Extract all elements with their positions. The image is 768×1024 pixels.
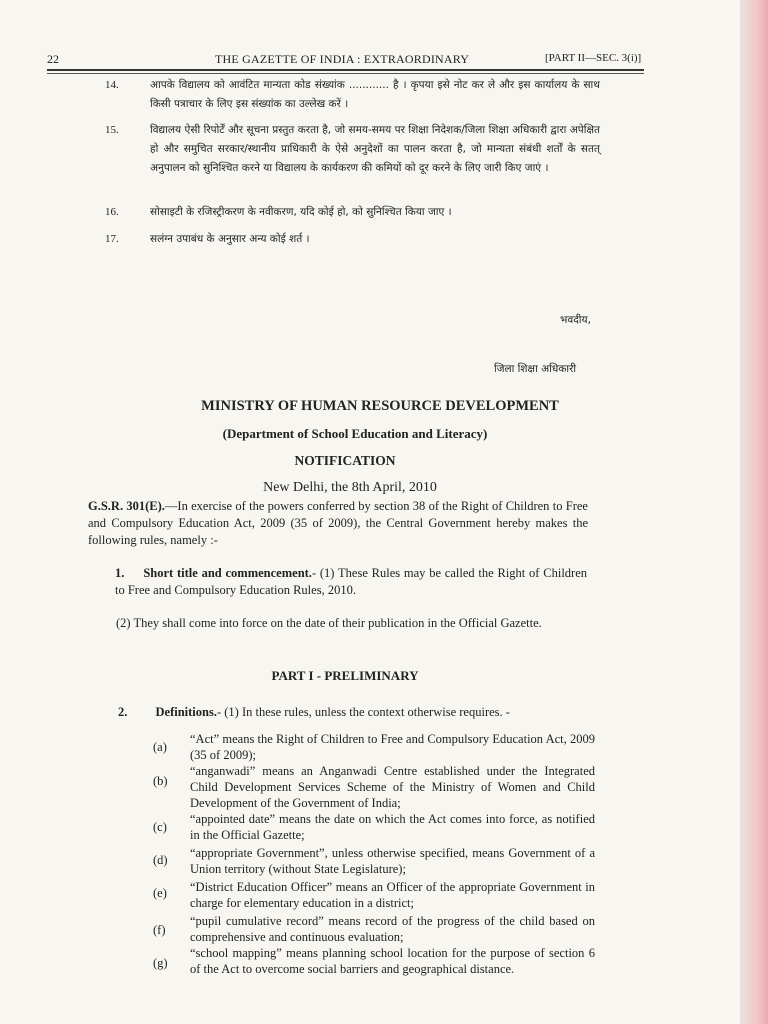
definition-text: “appointed date” means the date on which the Act comes into force, as notified in the Official Gazette; bbox=[190, 812, 595, 842]
rule-2-number: 2. bbox=[118, 705, 128, 719]
rule-1-number: 1. bbox=[115, 566, 125, 580]
definition-label: (d) bbox=[153, 853, 168, 867]
page-edge bbox=[740, 0, 768, 1024]
gsr-label: G.S.R. 301(E). bbox=[88, 499, 165, 513]
place-date: New Delhi, the 8th April, 2010 bbox=[263, 480, 437, 495]
signatory: जिला शिक्षा अधिकारी bbox=[494, 363, 577, 375]
item-number: 17. bbox=[105, 233, 119, 245]
definition-text: “school mapping” means planning school location for the purpose of section 6 of the Act to overcome social barriers and geographical distance. bbox=[190, 946, 595, 976]
definition-text: “pupil cumulative record” means record of the progress of the child based on comprehensive and continuous evaluation; bbox=[190, 914, 595, 944]
item-number: 16. bbox=[105, 206, 119, 218]
rule-1-sub-2: (2) They shall come into force on the date of their publication in the Official Gazette. bbox=[116, 616, 542, 630]
item-number: 15. bbox=[105, 124, 119, 136]
definition-text: “Act” means the Right of Children to Free and Compulsory Education Act, 2009 (35 of 2009); bbox=[190, 732, 595, 762]
header-rule-thin bbox=[47, 73, 644, 74]
definition-text: “anganwadi” means an Anganwadi Centre established under the Integrated Child Development Services Scheme of the Ministry of Women and Child Development of the Government of India; bbox=[190, 764, 595, 810]
hindi-item-text: विद्यालय ऐसी रिपोर्टें और सूचना प्रस्तुत करता है, जो समय-समय पर शिक्षा निदेशक/जिला शिक्षा अधिकारी द्वारा अपेक्षित हो और समुचित सरकार/स्थानीय प्राधिकारी के ऐसे अनुदेशों का पालन करता है, जो मान्यता संबंधी शर्तों के सतत् अनुपालन को सुनिश्चित करने या विद्यालय के कार्यकरण की कमियों को दूर करने के लिए जारी किए जाएं । bbox=[150, 124, 600, 174]
definition-label: (f) bbox=[153, 923, 166, 937]
hindi-item-text: सोसाइटी के रजिस्ट्रीकरण के नवीकरण, यदि कोई हो, को सुनिश्चित किया जाए । bbox=[150, 206, 452, 218]
rule-2-text: - (1) In these rules, unless the context otherwise requires. - bbox=[216, 705, 510, 719]
hindi-item-text: सलंग्न उपाबंध के अनुसार अन्य कोई शर्त । bbox=[150, 233, 310, 245]
gazette-title: THE GAZETTE OF INDIA : EXTRAORDINARY bbox=[215, 52, 470, 66]
definition-label: (c) bbox=[153, 820, 167, 834]
definition-label: (a) bbox=[153, 740, 167, 754]
definition-label: (e) bbox=[153, 886, 167, 900]
item-number: 14. bbox=[105, 79, 119, 91]
definition-text: “appropriate Government”, unless otherwise specified, means Government of a Union territory (without State Legislature); bbox=[190, 846, 595, 876]
rule-2-heading: Definitions. bbox=[155, 705, 217, 719]
header-rule bbox=[47, 69, 644, 71]
page-number: 22 bbox=[47, 52, 59, 66]
definition-text: “District Education Officer” means an Officer of the appropriate Government in charge for elementary education in a district; bbox=[190, 880, 595, 910]
department-heading: (Department of School Education and Literacy) bbox=[222, 426, 488, 441]
definition-label: (g) bbox=[153, 956, 168, 970]
gsr-text: —In exercise of the powers conferred by section 38 of the Right of Children to Free and Compulsory Education Act, 2009 (35 of 2009), the Central Government hereby makes the following rules, namely :- bbox=[88, 499, 588, 547]
rule-1-heading: Short title and commencement. bbox=[143, 566, 312, 580]
notification-heading: NOTIFICATION bbox=[294, 453, 396, 468]
rule-1-text: - (1) These Rules may be called the Right of Children to Free and Compulsory Education Rules, 2010. bbox=[115, 566, 588, 597]
rule-1 bbox=[115, 565, 587, 599]
ministry-heading: MINISTRY OF HUMAN RESOURCE DEVELOPMENT bbox=[201, 398, 559, 414]
definition-label: (b) bbox=[153, 774, 168, 788]
hindi-item-text: आपके विद्यालय को आवंटित मान्यता कोड संख्यांक ............ है । कृपया इसे नोट कर ले और इस कार्यालय के साथ किसी पत्राचार के लिए इस संख्यांक का उल्लेख करें । bbox=[150, 79, 600, 110]
part-heading: PART I - PRELIMINARY bbox=[271, 668, 419, 683]
gsr-paragraph bbox=[88, 498, 588, 549]
part-section: [PART II—SEC. 3(i)] bbox=[545, 52, 642, 64]
closing: भवदीय, bbox=[560, 314, 591, 326]
rule-2 bbox=[118, 704, 510, 721]
